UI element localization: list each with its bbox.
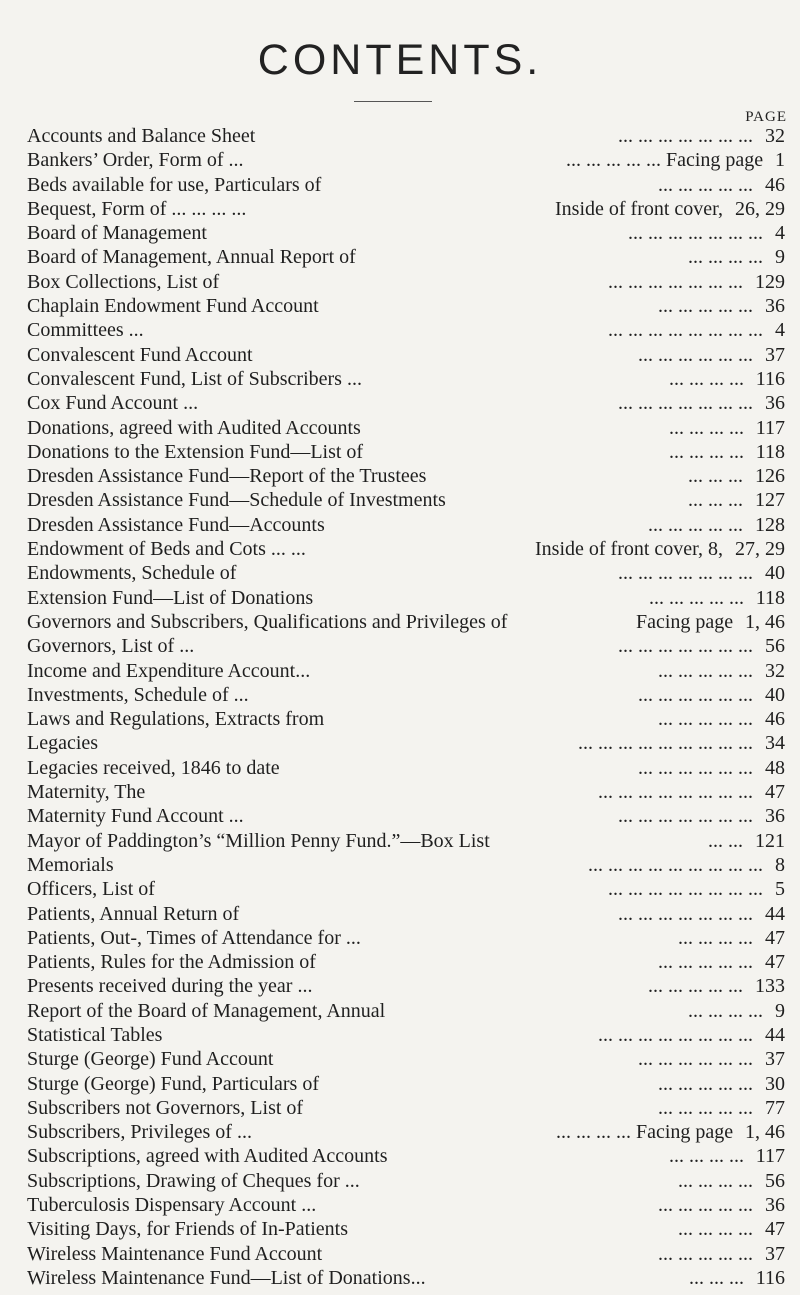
entry-page-ref: 32: [765, 659, 785, 682]
entry-label: Income and Expenditure Account...: [27, 659, 311, 682]
entry-leader: ... ... ... ...: [669, 1145, 744, 1168]
contents-entry: [27, 1144, 785, 1168]
entry-label: Bequest, Form of ... ... ... ...: [27, 197, 247, 220]
entry-leader: ... ... ... ... ...: [658, 708, 753, 731]
entry-leader: ... ... ... ... ... ...: [638, 683, 753, 706]
entry-leader: ... ... ... ...: [678, 926, 753, 949]
entry-leader: ... ... ... ...: [669, 416, 744, 439]
contents-entry: [27, 610, 785, 634]
entry-leader: ... ... ... ... ... ... ...: [618, 902, 753, 925]
entry-leader: ... ... ... ... ...: [658, 659, 753, 682]
entry-page-ref: 1, 46: [745, 610, 785, 633]
entry-leader: ... ... ... ... ... ... ... ...: [598, 1023, 753, 1046]
entry-leader: Inside of front cover, 8,: [535, 538, 724, 561]
entry-page-ref: 37: [765, 343, 785, 366]
contents-entry: [27, 367, 785, 391]
entry-leader: ... ... ... ...: [678, 1169, 753, 1192]
entry-page-ref: 133: [755, 975, 785, 998]
contents-entry: [27, 780, 785, 804]
contents-entry: [27, 683, 785, 707]
entry-page-ref: 4: [775, 319, 785, 342]
entry-page-ref: 127: [755, 489, 785, 512]
entry-label: Bankers’ Order, Form of ...: [27, 149, 244, 172]
title-rule: [354, 101, 432, 102]
entry-leader: ... ... ... ... ... ... ... ...: [608, 319, 763, 342]
entry-page-ref: 40: [765, 562, 785, 585]
entry-leader: ... ... ... ... ... ... ...: [618, 562, 753, 585]
entry-page-ref: 36: [765, 295, 785, 318]
entry-page-ref: 4: [775, 222, 785, 245]
entry-label: Legacies received, 1846 to date: [27, 756, 280, 779]
entry-leader: ... ... ... ... ... ...: [638, 343, 753, 366]
entry-page-ref: 44: [765, 902, 785, 925]
entry-page-ref: 1, 46: [745, 1121, 785, 1144]
entry-page-ref: 118: [755, 586, 785, 609]
entry-leader: ... ... ... ... ...: [648, 513, 743, 536]
entry-label: Patients, Out-, Times of Attendance for ...: [27, 926, 361, 949]
entry-leader: ... ... ... ... ... ... ... ...: [598, 781, 753, 804]
contents-entry: [27, 1047, 785, 1071]
entry-label: Endowment of Beds and Cots ... ...: [27, 538, 306, 561]
contents-entry: [27, 1169, 785, 1193]
entry-label: Dresden Assistance Fund—Report of the Trustees: [27, 465, 427, 488]
entry-page-ref: 56: [765, 1169, 785, 1192]
entry-label: Maternity Fund Account ...: [27, 805, 244, 828]
entry-page-ref: 77: [765, 1096, 785, 1119]
entry-page-ref: 116: [755, 1266, 785, 1289]
contents-entry: [27, 1120, 785, 1144]
entry-page-ref: 27, 29: [735, 538, 785, 561]
entry-label: Donations, agreed with Audited Accounts: [27, 416, 361, 439]
contents-entry: [27, 829, 785, 853]
entry-label: Visiting Days, for Friends of In-Patients: [27, 1218, 348, 1241]
contents-entry: [27, 464, 785, 488]
entry-leader: Inside of front cover,: [555, 197, 724, 220]
entry-page-ref: 30: [765, 1072, 785, 1095]
entry-leader: ... ... ... ... ...: [658, 1072, 753, 1095]
entry-page-ref: 47: [765, 781, 785, 804]
contents-entry: [27, 245, 785, 269]
contents-entry: [27, 561, 785, 585]
entry-leader: ... ... ... ... ... ... ...: [618, 805, 753, 828]
entry-label: Committees ...: [27, 319, 144, 342]
entry-page-ref: 1: [775, 149, 785, 172]
contents-entry: [27, 294, 785, 318]
entry-label: Wireless Maintenance Fund Account: [27, 1242, 323, 1265]
entry-label: Extension Fund—List of Donations: [27, 586, 314, 609]
contents-entry: [27, 853, 785, 877]
contents-entry: [27, 197, 785, 221]
contents-entry: [27, 173, 785, 197]
entry-leader: ... ... ... ... ... ... ...: [618, 392, 753, 415]
entry-label: Report of the Board of Management, Annual: [27, 999, 386, 1022]
entry-label: Dresden Assistance Fund—Schedule of Investments: [27, 489, 446, 512]
entry-label: Dresden Assistance Fund—Accounts: [27, 513, 325, 536]
entry-page-ref: 46: [765, 173, 785, 196]
contents-entry: [27, 1072, 785, 1096]
entry-page-ref: 121: [755, 829, 785, 852]
entry-label: Legacies: [27, 732, 99, 755]
entry-leader: ... ... ... ...: [669, 367, 744, 390]
contents-entry: [27, 926, 785, 950]
entry-page-ref: 36: [765, 1194, 785, 1217]
entry-page-ref: 118: [755, 440, 785, 463]
entry-label: Patients, Annual Return of: [27, 902, 240, 925]
contents-entry: [27, 391, 785, 415]
entry-leader: ... ... ... ... ... ...: [638, 756, 753, 779]
entry-label: Beds available for use, Particulars of: [27, 173, 322, 196]
entry-leader: ... ... ... ... ... ... ...: [628, 222, 763, 245]
entry-page-ref: 37: [765, 1242, 785, 1265]
entry-label: Mayor of Paddington’s “Million Penny Fund.”—Box List: [27, 829, 490, 852]
entry-label: Accounts and Balance Sheet: [27, 125, 256, 147]
contents-entry: [27, 974, 785, 998]
entry-label: Sturge (George) Fund, Particulars of: [27, 1072, 319, 1095]
entry-label: Box Collections, List of: [27, 270, 220, 293]
entry-page-ref: 56: [765, 635, 785, 658]
entry-label: Governors and Subscribers, Qualifications and Privileges of: [27, 610, 508, 633]
contents-entry: [27, 1242, 785, 1266]
entry-page-ref: 40: [765, 683, 785, 706]
entry-page-ref: 26, 29: [735, 197, 785, 220]
contents-entry: [27, 707, 785, 731]
entry-leader: ... ... ... ...: [669, 440, 744, 463]
entry-page-ref: 47: [765, 926, 785, 949]
entry-label: Maternity, The: [27, 781, 146, 804]
entry-page-ref: 129: [755, 270, 785, 293]
entry-page-ref: 47: [765, 1218, 785, 1241]
entry-label: Endowments, Schedule of: [27, 562, 237, 585]
entry-page-ref: 116: [755, 367, 785, 390]
contents-list: [27, 124, 785, 1290]
entry-page-ref: 47: [765, 951, 785, 974]
contents-entry: [27, 950, 785, 974]
entry-page-ref: 117: [755, 1145, 785, 1168]
contents-entry: [27, 1217, 785, 1241]
entry-label: Cox Fund Account ...: [27, 392, 199, 415]
entry-leader: ... ... ... ...: [678, 1218, 753, 1241]
entry-page-ref: 46: [765, 708, 785, 731]
entry-page-ref: 9: [775, 999, 785, 1022]
entry-label: Convalescent Fund, List of Subscribers ...: [27, 367, 362, 390]
entry-label: Tuberculosis Dispensary Account ...: [27, 1194, 317, 1217]
entry-label: Board of Management, Annual Report of: [27, 246, 356, 269]
entry-leader: ... ... ...: [688, 465, 743, 488]
entry-label: Subscribers not Governors, List of: [27, 1096, 304, 1119]
contents-entry: [27, 659, 785, 683]
entry-leader: ... ... ... ... ... ... ...: [608, 270, 743, 293]
contents-entry: [27, 124, 785, 148]
entry-label: Subscriptions, Drawing of Cheques for ...: [27, 1169, 360, 1192]
entry-label: Subscriptions, agreed with Audited Accounts: [27, 1145, 388, 1168]
contents-entry: [27, 513, 785, 537]
entry-page-ref: 36: [765, 392, 785, 415]
entry-leader: ... ... ... ... Facing page: [556, 1121, 734, 1144]
entry-leader: ... ... ... ... ... Facing page: [566, 149, 764, 172]
entry-label: Chaplain Endowment Fund Account: [27, 295, 319, 318]
contents-entry: [27, 586, 785, 610]
entry-leader: ... ... ... ... ... ... ... ... ...: [578, 732, 753, 755]
entry-label: Patients, Rules for the Admission of: [27, 951, 316, 974]
entry-leader: ... ... ... ... ...: [658, 1242, 753, 1265]
entry-label: Subscribers, Privileges of ...: [27, 1121, 252, 1144]
contents-entry: [27, 756, 785, 780]
contents-entry: [27, 440, 785, 464]
entry-page-ref: 8: [775, 853, 785, 876]
entry-leader: ... ... ... ... ...: [648, 975, 743, 998]
page-title: CONTENTS.: [257, 36, 543, 84]
entry-label: Investments, Schedule of ...: [27, 683, 249, 706]
entry-leader: ... ... ... ... ...: [658, 173, 753, 196]
entry-leader: ... ... ... ... ...: [658, 295, 753, 318]
contents-entry: [27, 731, 785, 755]
entry-leader: ... ...: [708, 829, 743, 852]
entry-leader: ... ... ... ... ...: [649, 586, 744, 609]
entry-label: Presents received during the year ...: [27, 975, 313, 998]
contents-entry: [27, 902, 785, 926]
entry-page-ref: 5: [775, 878, 785, 901]
entry-leader: ... ... ... ... ... ... ... ... ...: [588, 853, 763, 876]
entry-label: Wireless Maintenance Fund—List of Donations...: [27, 1266, 426, 1289]
contents-entry: [27, 1193, 785, 1217]
entry-page-ref: 128: [755, 513, 785, 536]
entry-label: Officers, List of: [27, 878, 155, 901]
entry-leader: ... ... ... ... ... ... ...: [618, 635, 753, 658]
contents-entry: [27, 1023, 785, 1047]
entry-page-ref: 9: [775, 246, 785, 269]
entry-leader: ... ... ...: [688, 489, 743, 512]
contents-entry: [27, 537, 785, 561]
entry-leader: ... ... ... ... ... ... ... ...: [608, 878, 763, 901]
entry-label: Convalescent Fund Account: [27, 343, 253, 366]
contents-entry: [27, 416, 785, 440]
entry-leader: ... ... ... ... ...: [658, 1194, 753, 1217]
entry-leader: Facing page: [636, 610, 734, 633]
contents-entry: [27, 1266, 785, 1290]
entry-page-ref: 126: [755, 465, 785, 488]
contents-entry: [27, 877, 785, 901]
contents-entry: [27, 488, 785, 512]
contents-entry: [27, 804, 785, 828]
entry-leader: ... ... ... ... ...: [658, 951, 753, 974]
entry-leader: ... ... ... ... ... ...: [638, 1048, 753, 1071]
entry-label: Board of Management: [27, 222, 207, 245]
entry-label: Donations to the Extension Fund—List of: [27, 440, 364, 463]
entry-label: Laws and Regulations, Extracts from: [27, 708, 325, 731]
entry-leader: ... ... ... ...: [688, 246, 763, 269]
contents-entry: [27, 318, 785, 342]
contents-entry: [27, 221, 785, 245]
page-column-label: PAGE: [745, 109, 787, 125]
entry-leader: ... ... ...: [689, 1266, 744, 1289]
entry-leader: ... ... ... ...: [688, 999, 763, 1022]
contents-entry: [27, 270, 785, 294]
entry-label: Memorials: [27, 853, 114, 876]
contents-entry: [27, 999, 785, 1023]
entry-page-ref: 44: [765, 1023, 785, 1046]
entry-page-ref: 37: [765, 1048, 785, 1071]
contents-entry: [27, 634, 785, 658]
contents-entry: [27, 343, 785, 367]
entry-label: Sturge (George) Fund Account: [27, 1048, 274, 1071]
entry-page-ref: 48: [765, 756, 785, 779]
entry-label: Statistical Tables: [27, 1023, 163, 1046]
entry-leader: ... ... ... ... ...: [658, 1096, 753, 1119]
entry-leader: ... ... ... ... ... ... ...: [618, 125, 753, 147]
entry-page-ref: 32: [765, 125, 785, 147]
entry-page-ref: 117: [755, 416, 785, 439]
contents-entry: [27, 1096, 785, 1120]
entry-page-ref: 34: [765, 732, 785, 755]
entry-page-ref: 36: [765, 805, 785, 828]
contents-entry: [27, 148, 785, 172]
entry-label: Governors, List of ...: [27, 635, 195, 658]
